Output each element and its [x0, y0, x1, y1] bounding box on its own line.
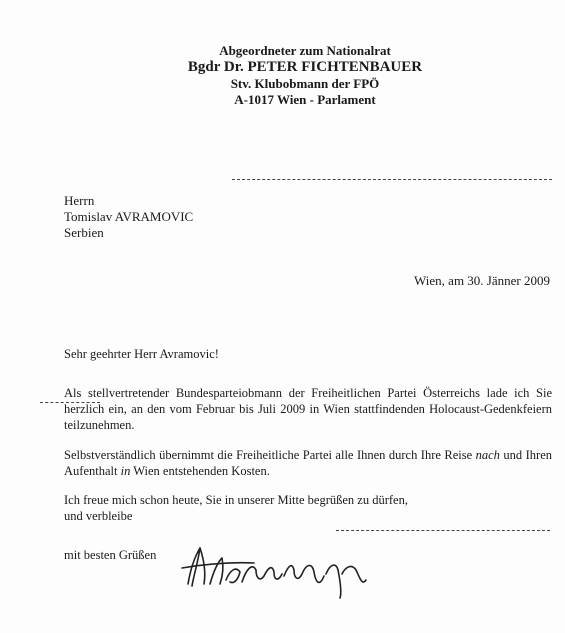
paragraph-closing-line1: Ich freue mich schon heute, Sie in unserer Mitte begrüßen zu dürfen, [64, 493, 408, 507]
letterhead-name: Bgdr Dr. PETER FICHTENBAUER [187, 59, 423, 75]
paragraph-closing-line2: und verbleibe [64, 509, 133, 523]
letterhead-address: A-1017 Wien - Parlament [234, 92, 376, 107]
paragraph-costs-part2: und Ihren Aufenthalt [64, 448, 552, 478]
handwritten-signature [176, 540, 386, 600]
paragraph-costs-part1: Selbstverständlich übernimmt die Freiheitliche Partei alle Ihnen durch Ihre Reise [64, 448, 476, 462]
recipient-block [64, 193, 193, 241]
recipient-salutation: Herrn [64, 193, 95, 208]
recipient-name: Tomislav AVRAMOVIC [64, 209, 194, 224]
letter-date: Wien, am 30. Jänner 2009 [414, 273, 550, 288]
paragraph-costs-emphasis-nach: nach [475, 448, 500, 462]
paragraph-invitation: Als stellvertretender Bundesparteiobmann der Freiheitlichen Partei Österreichs lade ich Sie herzlich ein, an den vom Februar bis Juli 2009 in Wien stattfindenden Holocaust-Gedenkfeiern teilzunehmen. [64, 386, 552, 432]
paragraph-closing [64, 492, 552, 524]
scan-artifact-line [232, 179, 552, 180]
letterhead [150, 43, 460, 108]
greeting: Sehr geehrter Herr Avramovic! [64, 347, 219, 361]
paragraph-costs [64, 447, 552, 479]
closing-phrase: mit besten Grüßen [64, 548, 157, 562]
recipient-country: Serbien [64, 225, 104, 240]
letterhead-position: Stv. Klubobmann der FPÖ [230, 76, 380, 91]
scan-artifact-line [336, 530, 550, 531]
letterhead-title: Abgeordneter zum Nationalrat [219, 43, 391, 58]
paragraph-costs-part3: Wien entstehenden Kosten. [130, 464, 270, 478]
paragraph-costs-emphasis-in: in [120, 464, 131, 478]
